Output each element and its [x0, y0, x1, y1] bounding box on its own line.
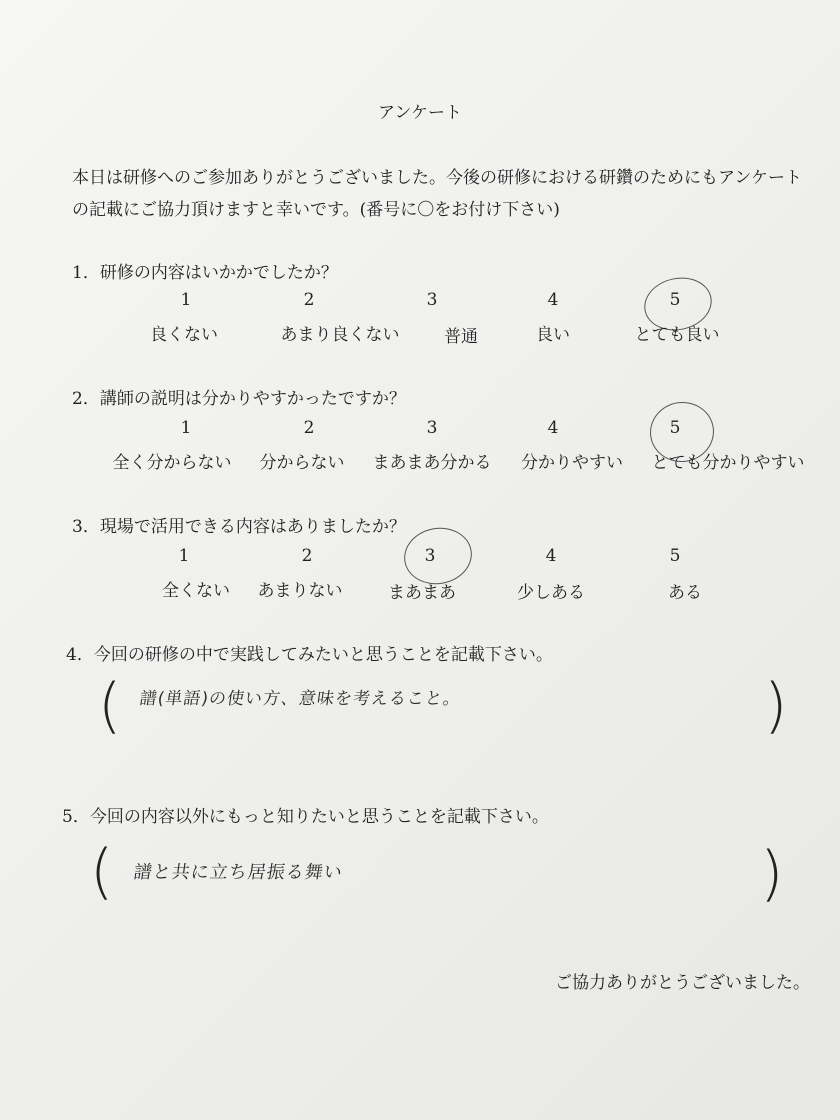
q2-option-4-number[interactable]: 4: [547, 418, 559, 438]
q2-option-1-label: 全く分からない: [112, 453, 232, 473]
q5-handwritten-answer[interactable]: 譜と共に立ち居振る舞い: [132, 862, 345, 883]
q1-option-4-label: 良い: [536, 325, 570, 345]
q3-option-4-label: 少しある: [517, 583, 585, 603]
q2-option-2-label: 分からない: [259, 453, 345, 473]
survey-title: アンケート: [378, 103, 462, 123]
q3-option-5-label: ある: [668, 583, 702, 603]
q1-option-3-number[interactable]: 3: [426, 290, 438, 310]
q1-option-5-number[interactable]: 5: [669, 290, 681, 310]
q1-option-4-number[interactable]: 4: [547, 290, 559, 310]
q4-answer-close-paren: ): [764, 671, 788, 741]
q1-option-2-number[interactable]: 2: [303, 290, 315, 310]
q3-option-2-number[interactable]: 2: [301, 546, 313, 566]
q2-option-2-number[interactable]: 2: [303, 418, 315, 438]
question-5-text: 5．今回の内容以外にもっと知りたいと思うことを記載下さい。: [62, 807, 549, 827]
q4-handwritten-answer[interactable]: 譜(単語)の使い方、意味を考えること。: [138, 689, 463, 709]
q2-option-1-number[interactable]: 1: [180, 418, 192, 438]
q3-option-2-label: あまりない: [257, 581, 343, 601]
q1-option-1-label: 良くない: [150, 325, 218, 345]
q5-answer-open-paren: (: [90, 837, 114, 907]
closing-thanks: ご協力ありがとうございました。: [555, 973, 810, 993]
question-3-text: 3．現場で活用できる内容はありましたか？: [72, 517, 406, 537]
q1-option-1-number[interactable]: 1: [180, 290, 192, 310]
q3-option-4-number[interactable]: 4: [545, 546, 557, 566]
intro-text: 本日は研修へのご参加ありがとうございました。今後の研修における研鑽のためにもアンケートの記載にご協力頂けますと幸いです。(番号に〇をお付け下さい): [72, 168, 802, 220]
q2-option-4-label: 分かりやすい: [521, 453, 623, 473]
q3-option-1-number[interactable]: 1: [178, 546, 190, 566]
q2-option-5-label: とても分かりやすい: [651, 453, 805, 473]
question-1-text: 1．研修の内容はいかかでしたか？: [72, 263, 338, 283]
q3-option-3-label: まあまあ: [388, 583, 456, 603]
q1-option-2-label: あまり良くない: [280, 325, 400, 345]
q3-option-1-label: 全くない: [162, 581, 230, 601]
q1-option-3-label: 普通: [444, 327, 478, 347]
q3-option-3-number[interactable]: 3: [424, 546, 436, 566]
q2-option-3-number[interactable]: 3: [426, 418, 438, 438]
q2-option-5-number[interactable]: 5: [669, 418, 681, 438]
q2-option-3-label: まあまあ分かる: [372, 453, 492, 473]
question-4-text: 4．今回の研修の中で実践してみたいと思うことを記載下さい。: [66, 645, 553, 665]
q3-option-5-number[interactable]: 5: [669, 546, 681, 566]
q1-option-5-label: とても良い: [634, 325, 720, 345]
question-2-text: 2．講師の説明は分かりやすかったですか？: [72, 389, 406, 409]
q4-answer-open-paren: (: [98, 671, 122, 741]
q5-answer-close-paren: ): [760, 839, 784, 909]
